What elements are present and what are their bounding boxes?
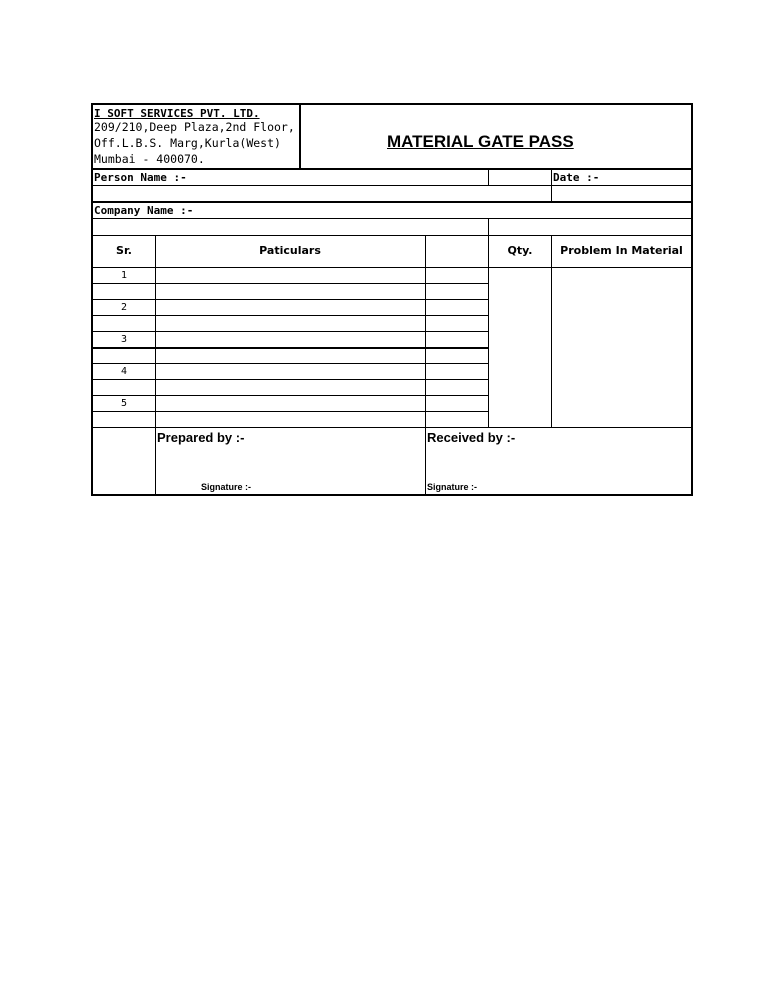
- date-label: Date :-: [553, 171, 600, 184]
- rule: [93, 185, 691, 186]
- row-serial-3: 3: [120, 334, 128, 345]
- rule: [93, 299, 488, 300]
- rule: [93, 411, 488, 412]
- rule: [93, 267, 691, 268]
- divider: [425, 427, 426, 494]
- received-signature-label: Signature :-: [427, 482, 478, 492]
- prepared-by-label: Prepared by :-: [157, 430, 245, 445]
- rule: [93, 235, 691, 236]
- header-bottom-rule: [93, 168, 691, 170]
- form-title: MATERIAL GATE PASS: [387, 132, 574, 151]
- prepared-signature-label: Signature :-: [201, 482, 252, 492]
- company-name: I SOFT SERVICES PVT. LTD.: [94, 107, 260, 120]
- person-name-label: Person Name :-: [94, 171, 187, 184]
- rule: [93, 347, 488, 349]
- col-header-sr: Sr.: [116, 244, 132, 257]
- col-header-problem: Problem In Material: [560, 244, 683, 257]
- divider: [155, 235, 156, 494]
- rule: [93, 395, 488, 396]
- col-header-qty: Qty.: [507, 244, 533, 257]
- rule: [93, 331, 488, 332]
- divider: [551, 235, 552, 427]
- rule: [93, 363, 488, 364]
- row-serial-4: 4: [120, 366, 128, 377]
- received-by-label: Received by :-: [427, 430, 516, 445]
- header-divider: [299, 105, 301, 168]
- company-address-line-1: 209/210,Deep Plaza,2nd Floor,: [94, 120, 295, 134]
- divider: [488, 170, 489, 185]
- rule: [93, 315, 488, 316]
- divider: [551, 170, 552, 202]
- col-header-particulars: Paticulars: [259, 244, 321, 257]
- divider: [488, 235, 489, 427]
- row-serial-5: 5: [120, 398, 128, 409]
- material-gate-pass-form: [91, 103, 693, 496]
- row-serial-2: 2: [120, 302, 128, 313]
- rule: [93, 283, 488, 284]
- row-serial-1: 1: [120, 270, 128, 281]
- company-address-line-2: Off.L.B.S. Marg,Kurla(West): [94, 136, 281, 150]
- rule: [93, 218, 691, 219]
- rule: [93, 379, 488, 380]
- rule: [93, 427, 691, 428]
- divider: [488, 218, 489, 235]
- company-name-label: Company Name :-: [94, 204, 194, 217]
- company-address-line-3: Mumbai - 400070.: [94, 152, 205, 166]
- rule: [93, 201, 691, 203]
